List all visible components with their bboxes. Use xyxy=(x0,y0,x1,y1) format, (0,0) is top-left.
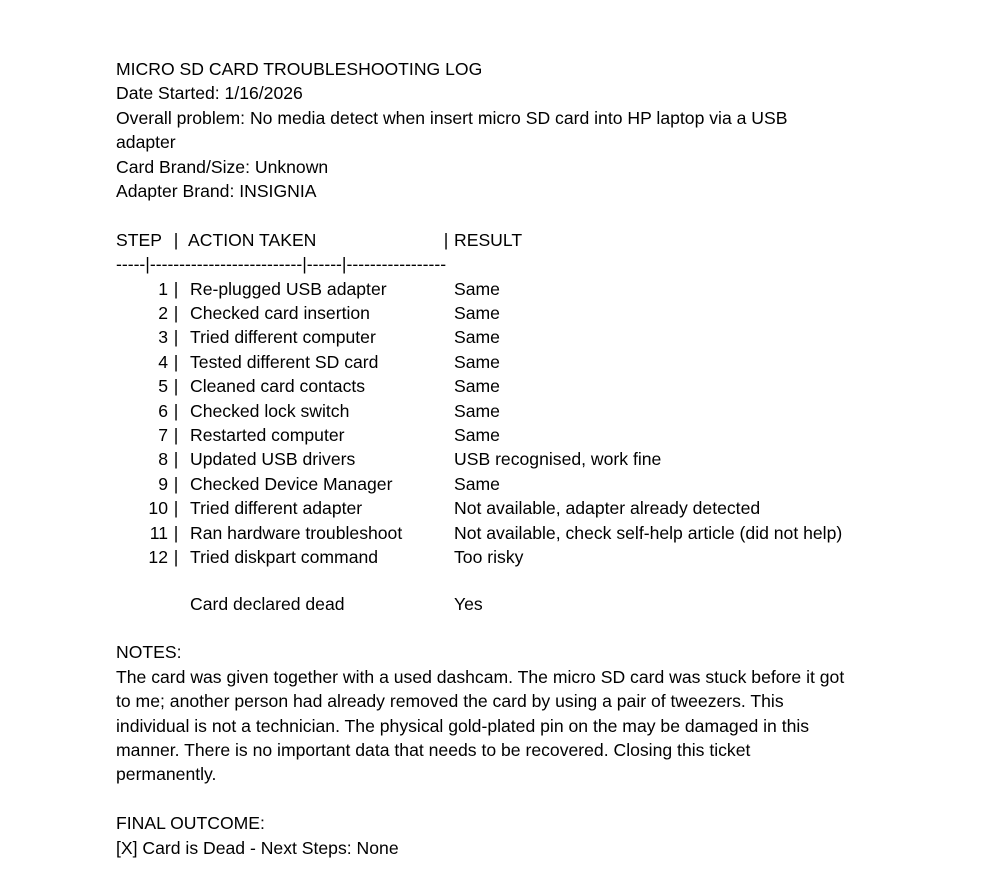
table-row xyxy=(116,545,842,569)
step-action: Checked lock switch xyxy=(190,400,350,421)
step-action: Checked card insertion xyxy=(190,303,370,324)
step-action: Updated USB drivers xyxy=(190,449,356,470)
column-header-result: RESULT xyxy=(454,229,523,250)
row-pipe: | xyxy=(173,278,179,299)
row-pipe: | xyxy=(173,498,179,519)
row-pipe: | xyxy=(173,400,179,421)
step-action: Checked Device Manager xyxy=(190,473,393,494)
step-number: 1 xyxy=(158,278,168,299)
step-action: Re-plugged USB adapter xyxy=(190,278,387,299)
row-pipe-2 xyxy=(438,325,454,349)
troubleshooting-table xyxy=(116,228,842,616)
row-pipe-2 xyxy=(438,277,454,301)
step-result: Same xyxy=(454,327,500,348)
step-result: Same xyxy=(454,473,500,494)
row-pipe-2 xyxy=(438,472,454,496)
step-number: 3 xyxy=(158,327,168,348)
field-card-brand-size: Card Brand/Size: Unknown xyxy=(116,156,329,177)
table-spacer xyxy=(116,570,842,592)
row-pipe: | xyxy=(173,522,179,543)
step-number: 12 xyxy=(148,547,168,568)
row-pipe-2 xyxy=(438,496,454,520)
row-pipe: | xyxy=(173,547,179,568)
table-separator-row xyxy=(116,252,842,276)
step-action: Tried different adapter xyxy=(190,498,363,519)
step-result: Not available, check self-help article (did not help) xyxy=(454,522,843,543)
column-header-action: ACTION TAKEN xyxy=(188,229,317,250)
table-row xyxy=(116,301,842,325)
final-outcome-result: [X] Card is Dead - Next Steps: None xyxy=(116,837,399,858)
row-pipe: | xyxy=(173,351,179,372)
step-result: Same xyxy=(454,400,500,421)
page-title: MICRO SD CARD TROUBLESHOOTING LOG xyxy=(116,59,483,79)
step-number: 5 xyxy=(158,376,168,397)
table-row xyxy=(116,277,842,301)
row-pipe-2 xyxy=(438,350,454,374)
row-pipe: | xyxy=(173,327,179,348)
summary-value: Yes xyxy=(454,593,483,614)
header-pipe-1: | xyxy=(173,229,179,250)
step-action: Restarted computer xyxy=(190,425,345,446)
notes-heading: NOTES: xyxy=(116,642,182,663)
row-pipe-2 xyxy=(438,545,454,569)
step-number: 7 xyxy=(158,425,168,446)
header-pipe-2: | xyxy=(443,229,449,250)
row-pipe-2 xyxy=(438,374,454,398)
step-number: 6 xyxy=(158,400,168,421)
step-result: Same xyxy=(454,351,500,372)
step-result: Same xyxy=(454,425,500,446)
step-number: 10 xyxy=(148,498,168,519)
row-pipe: | xyxy=(173,303,179,324)
table-row xyxy=(116,325,842,349)
table-row xyxy=(116,496,842,520)
step-action: Tried diskpart command xyxy=(190,547,379,568)
table-row xyxy=(116,521,842,545)
final-outcome-heading: FINAL OUTCOME: xyxy=(116,813,265,834)
step-action: Tested different SD card xyxy=(190,351,379,372)
table-separator: -----|--------------------------|------|----------------- xyxy=(116,254,447,275)
notes-body: The card was given together with a used dashcam. The micro SD card was stuck before it got to me; another person had already removed the card by using a pair of tweezers. This individual is not a technician. The physical gold-plated pin on the may be damaged in this manner. There is no important data that needs to be recovered. Closing this ticket permanently. xyxy=(116,666,845,785)
step-result: Too risky xyxy=(454,547,524,568)
row-pipe-2 xyxy=(438,301,454,325)
step-action: Ran hardware troubleshoot xyxy=(190,522,403,543)
summary-empty-pipe xyxy=(168,592,184,616)
step-result: Same xyxy=(454,278,500,299)
step-number: 4 xyxy=(158,351,168,372)
summary-empty-step xyxy=(116,592,168,616)
table-row xyxy=(116,374,842,398)
summary-row xyxy=(116,592,842,616)
row-pipe: | xyxy=(173,376,179,397)
table-row xyxy=(116,350,842,374)
step-action: Tried different computer xyxy=(190,327,376,348)
summary-empty-pipe-2 xyxy=(438,592,454,616)
step-result: USB recognised, work fine xyxy=(454,449,662,470)
row-pipe-2 xyxy=(438,447,454,471)
step-number: 9 xyxy=(158,473,168,494)
table-row xyxy=(116,423,842,447)
step-number: 11 xyxy=(149,522,168,543)
field-overall-problem: Overall problem: No media detect when insert micro SD card into HP laptop via a USB adapter xyxy=(116,107,793,153)
step-result: Same xyxy=(454,376,500,397)
field-date-started: Date Started: 1/16/2026 xyxy=(116,83,303,104)
table-row xyxy=(116,399,842,423)
spacer-after-header xyxy=(116,203,852,227)
step-result: Not available, adapter already detected xyxy=(454,498,761,519)
step-action: Cleaned card contacts xyxy=(190,376,366,397)
document-body xyxy=(116,57,852,860)
step-result: Same xyxy=(454,303,500,324)
row-pipe: | xyxy=(173,425,179,446)
spacer-before-outcome xyxy=(116,787,852,811)
spacer-before-notes xyxy=(116,616,852,640)
field-adapter-brand: Adapter Brand: INSIGNIA xyxy=(116,181,317,202)
table-row xyxy=(116,472,842,496)
row-pipe-2 xyxy=(438,423,454,447)
table-row xyxy=(116,447,842,471)
column-header-step: STEP xyxy=(116,229,162,250)
table-spacer-row xyxy=(116,570,842,592)
row-pipe-2 xyxy=(438,399,454,423)
step-number: 2 xyxy=(158,303,168,324)
row-pipe-2 xyxy=(438,521,454,545)
table-header-row xyxy=(116,228,842,252)
step-number: 8 xyxy=(158,449,168,470)
summary-label: Card declared dead xyxy=(190,593,345,614)
row-pipe: | xyxy=(173,473,179,494)
row-pipe: | xyxy=(173,449,179,470)
